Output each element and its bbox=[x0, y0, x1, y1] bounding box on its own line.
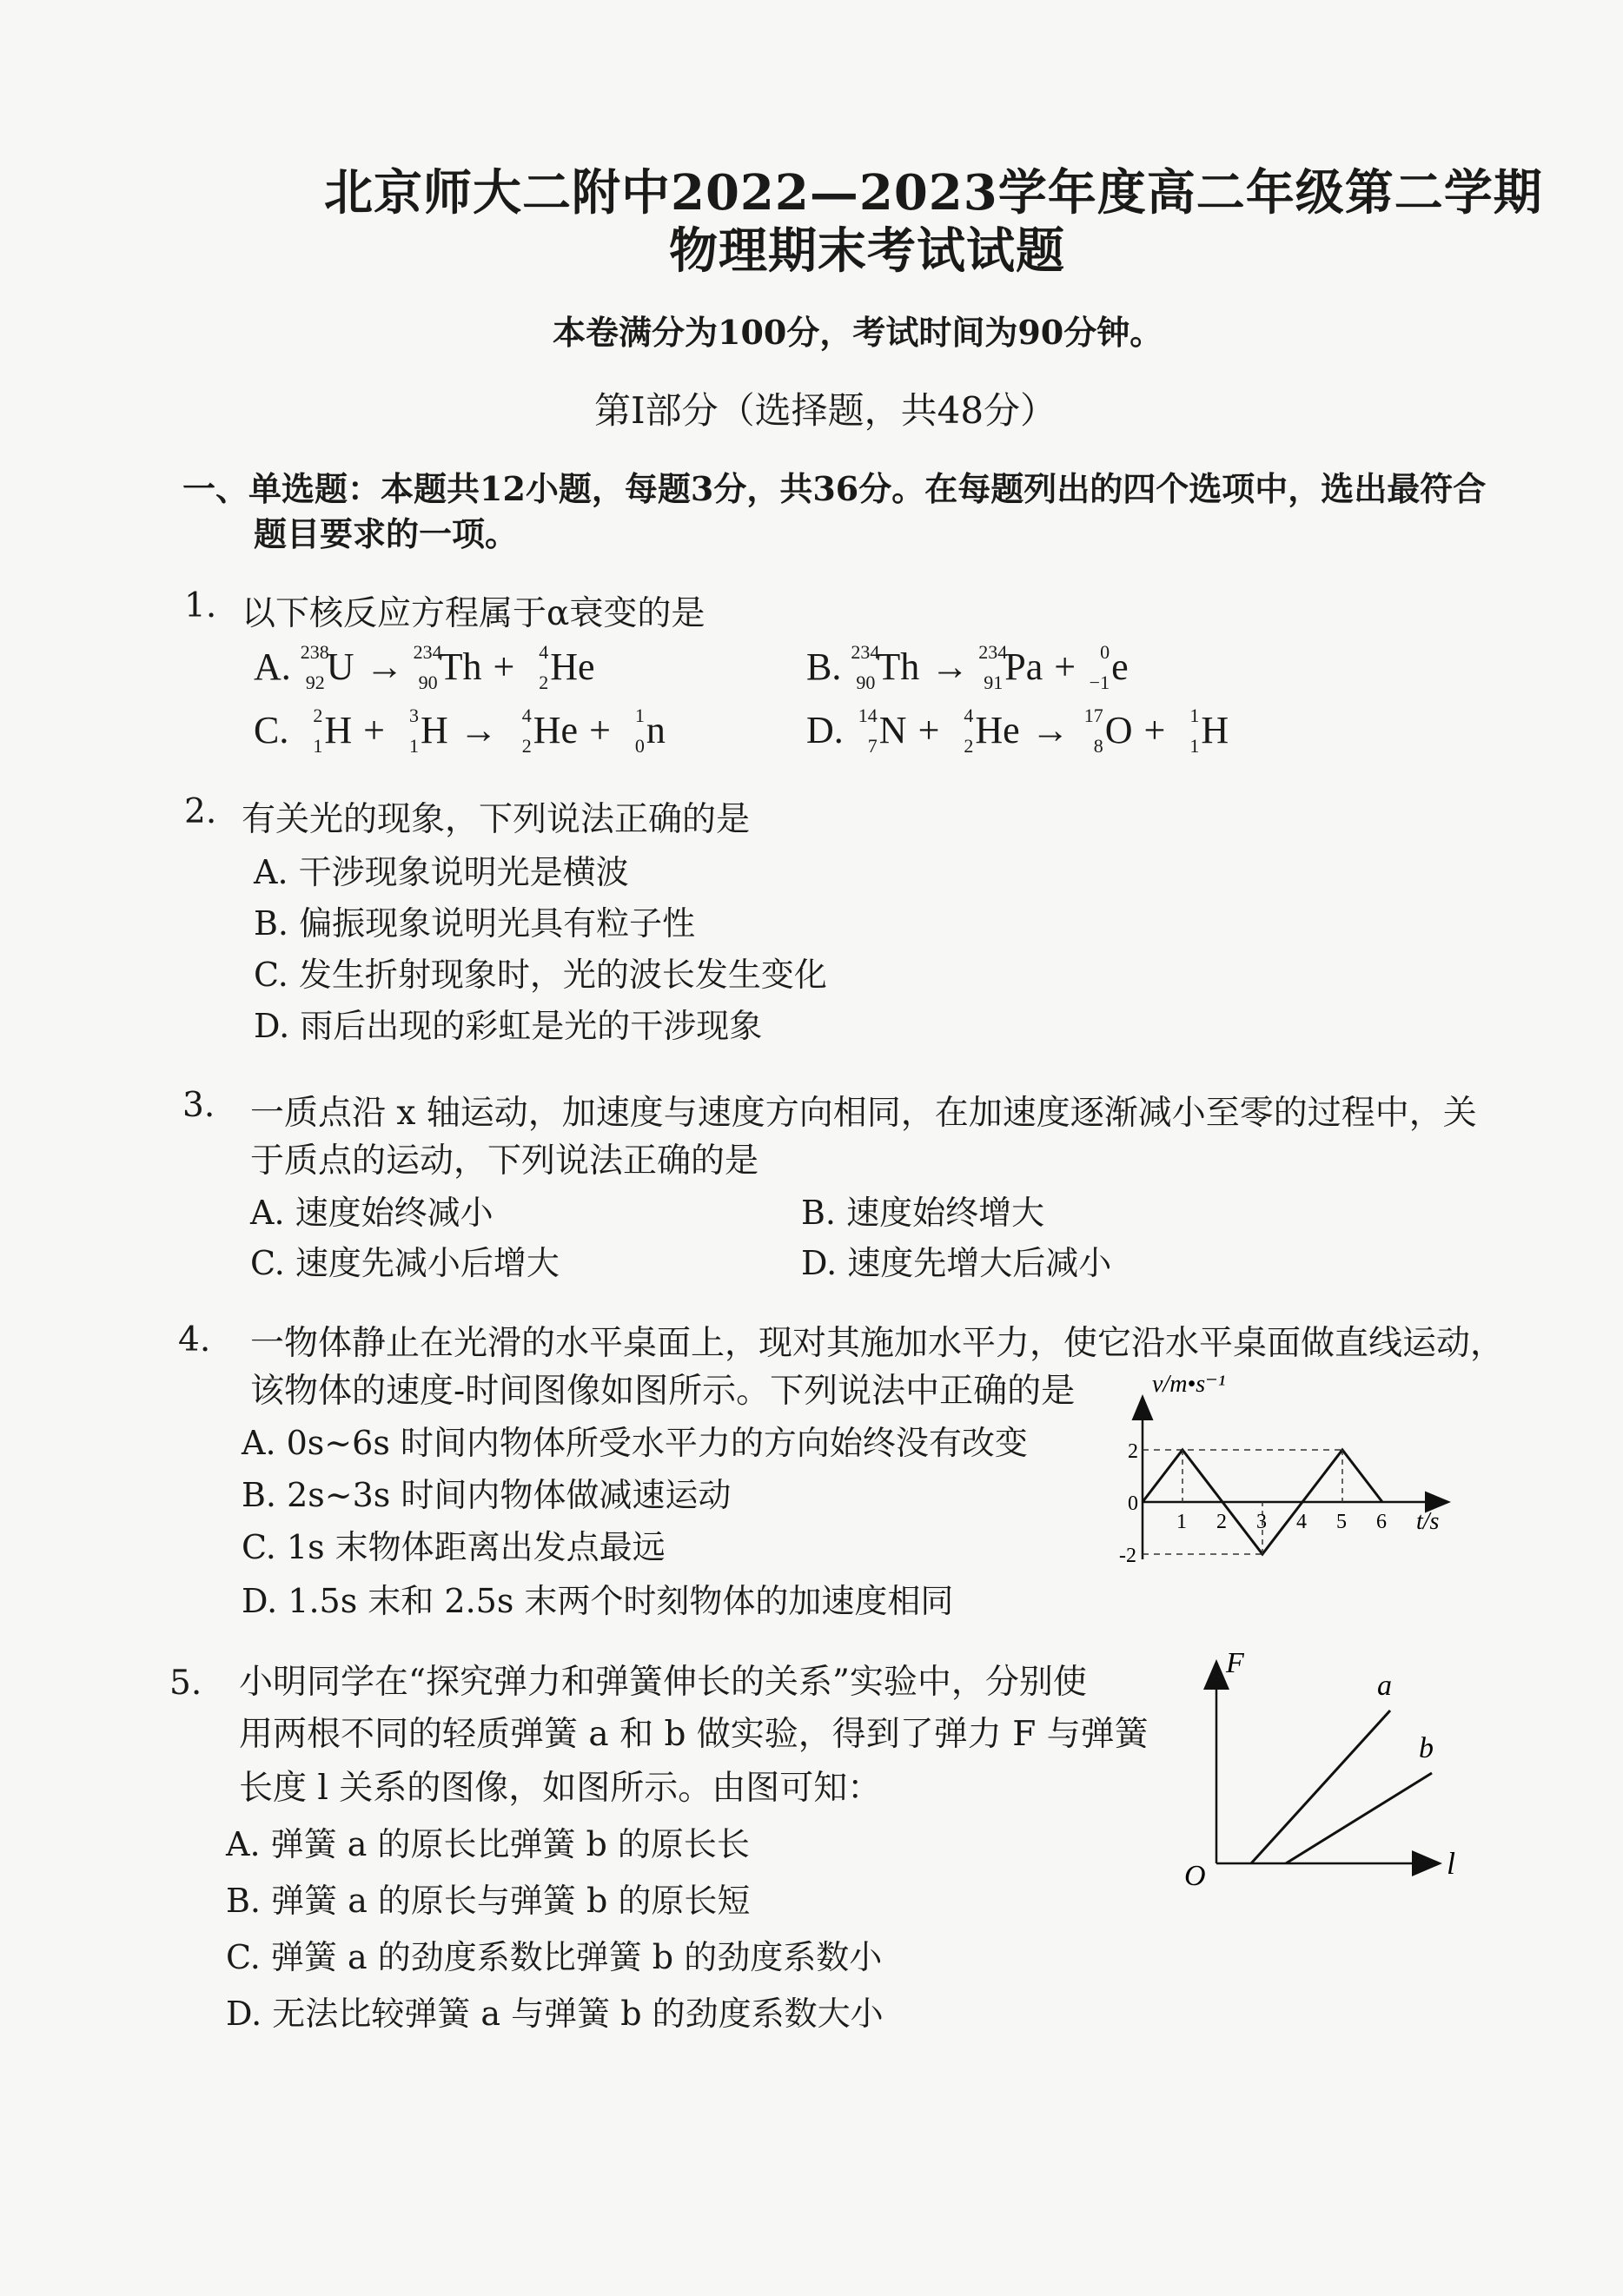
option-label: C. bbox=[242, 1528, 276, 1566]
option-d bbox=[226, 1987, 884, 2035]
nuclide: 238 92 U bbox=[300, 641, 354, 693]
question-stem-line3: 长度 l 关系的图像，如图所示。由图可知： bbox=[239, 1769, 882, 1808]
option-text: 速度先减小后增大 bbox=[295, 1244, 560, 1282]
plus-symbol: + bbox=[363, 709, 385, 751]
option-text: 弹簧 a 的原长比弹簧 b 的原长长 bbox=[270, 1825, 750, 1863]
y-axis-label: v/m•s⁻¹ bbox=[1152, 1373, 1226, 1398]
question-number: 3. bbox=[182, 1086, 215, 1125]
section-instruction-line1: 一、单选题：本题共12小题，每题3分，共36分。在每题列出的四个选项中，选出最符合 bbox=[182, 469, 1487, 508]
vt-graph bbox=[1103, 1373, 1468, 1590]
option-label: A. bbox=[250, 1194, 285, 1232]
x-tick-label: 5 bbox=[1336, 1511, 1347, 1533]
option-label: D. bbox=[254, 1007, 290, 1045]
question-number: 2. bbox=[184, 792, 217, 831]
question-stem: 有关光的现象，下列说法正确的是 bbox=[242, 800, 751, 839]
option-label: B. bbox=[242, 1476, 277, 1514]
option-label: C. bbox=[226, 1938, 261, 1976]
option-d bbox=[254, 999, 762, 1047]
option-b bbox=[254, 897, 695, 944]
option-text: 速度先增大后减小 bbox=[847, 1244, 1112, 1282]
series-label-a: a bbox=[1377, 1670, 1392, 1702]
option-label: D. bbox=[801, 1244, 838, 1282]
x-axis-label: l bbox=[1447, 1846, 1456, 1881]
option-text: 速度始终减小 bbox=[295, 1194, 494, 1232]
option-label: A. bbox=[242, 1424, 276, 1462]
option-text: 弹簧 a 的原长与弹簧 b 的原长短 bbox=[271, 1882, 751, 1920]
option-b bbox=[806, 641, 1130, 693]
nuclide: 0 −1 e bbox=[1089, 641, 1129, 693]
option-a bbox=[242, 1416, 1028, 1464]
question-stem-line2: 该物体的速度-时间图像如图所示。下列说法中正确的是 bbox=[250, 1372, 1076, 1411]
nuclide: 1 0 n bbox=[634, 705, 666, 757]
option-a bbox=[254, 845, 629, 893]
y-tick-label: 0 bbox=[1128, 1492, 1138, 1515]
series-label-b: b bbox=[1419, 1732, 1434, 1764]
nuclide: 234 91 Pa bbox=[978, 641, 1043, 693]
option-text: 雨后出现的彩虹是光的干涉现象 bbox=[300, 1007, 763, 1045]
x-tick-label: 3 bbox=[1256, 1511, 1267, 1533]
exam-note: 本卷满分为100分，考试时间为90分钟。 bbox=[553, 313, 1163, 352]
option-label: C. bbox=[254, 956, 288, 994]
option-label: A. bbox=[226, 1825, 261, 1863]
x-tick-label: 4 bbox=[1296, 1511, 1307, 1533]
question-number: 5. bbox=[169, 1664, 202, 1703]
arrow-symbol: → bbox=[459, 709, 498, 751]
x-axis-label: t/s bbox=[1416, 1508, 1440, 1535]
plus-symbol: + bbox=[493, 645, 515, 688]
option-c bbox=[254, 948, 827, 996]
nuclide: 4 2 He bbox=[539, 641, 595, 693]
option-text: 0s~6s 时间内物体所受水平力的方向始终没有改变 bbox=[286, 1424, 1028, 1462]
option-d bbox=[242, 1574, 953, 1622]
nuclide: 3 1 H bbox=[408, 705, 448, 757]
exam-title-line1: 北京师大二附中2022—2023学年度高二年级第二学期 bbox=[324, 164, 1543, 222]
option-c bbox=[242, 1520, 666, 1568]
nuclide: 4 2 He bbox=[521, 705, 579, 757]
option-text: 干涉现象说明光是横波 bbox=[298, 853, 629, 891]
arrow-symbol: → bbox=[931, 645, 970, 688]
origin-label: O bbox=[1184, 1860, 1206, 1892]
part-heading: 第Ⅰ部分（选择题，共48分） bbox=[594, 389, 1057, 432]
question-stem-line1: 一质点沿 x 轴运动，加速度与速度方向相同，在加速度逐渐减小至零的过程中，关 bbox=[250, 1094, 1477, 1133]
option-d bbox=[801, 1236, 1111, 1284]
option-label: B. bbox=[254, 904, 289, 943]
exam-title-line2: 物理期末考试试题 bbox=[669, 222, 1065, 280]
fl-graph bbox=[1177, 1646, 1490, 1898]
y-axis-label: F bbox=[1226, 1647, 1244, 1679]
option-a bbox=[254, 641, 597, 693]
option-label: D. bbox=[226, 1995, 262, 2033]
x-tick-label: 1 bbox=[1176, 1511, 1187, 1533]
option-a bbox=[250, 1186, 494, 1234]
option-c bbox=[226, 1930, 882, 1978]
option-label: A. bbox=[254, 645, 291, 688]
nuclide: 17 8 O bbox=[1083, 705, 1133, 757]
option-label: B. bbox=[226, 1882, 262, 1920]
option-text: 1.5s 末和 2.5s 末两个时刻物体的加速度相同 bbox=[288, 1582, 954, 1620]
nuclide: 4 2 He bbox=[964, 705, 1020, 757]
option-b bbox=[242, 1468, 731, 1516]
option-text: 弹簧 a 的劲度系数比弹簧 b 的劲度系数小 bbox=[270, 1938, 883, 1976]
plus-symbol: + bbox=[917, 709, 940, 751]
nuclide: 14 7 N bbox=[858, 705, 907, 757]
option-label: B. bbox=[806, 645, 842, 688]
question-stem-line1: 一物体静止在光滑的水平桌面上，现对其施加水平力，使它沿水平桌面做直线运动， bbox=[250, 1324, 1505, 1363]
plus-symbol: + bbox=[1143, 709, 1166, 751]
x-tick-label: 6 bbox=[1376, 1511, 1387, 1533]
spring-line-b bbox=[1286, 1773, 1432, 1863]
arrow-symbol: → bbox=[1030, 709, 1070, 751]
option-text: 1s 末物体距离出发点最远 bbox=[286, 1528, 666, 1566]
option-text: 发生折射现象时，光的波长发生变化 bbox=[298, 956, 827, 994]
question-stem-line2: 于质点的运动，下列说法正确的是 bbox=[250, 1141, 759, 1181]
option-text: 2s~3s 时间内物体做减速运动 bbox=[287, 1476, 732, 1514]
question-stem: 以下核反应方程属于α衰变的是 bbox=[242, 594, 706, 633]
option-text: 速度始终增大 bbox=[846, 1194, 1045, 1232]
option-text: 偏振现象说明光具有粒子性 bbox=[299, 904, 696, 943]
option-label: D. bbox=[806, 709, 844, 751]
option-label: D. bbox=[242, 1582, 278, 1620]
option-c bbox=[250, 1236, 560, 1284]
option-b bbox=[226, 1874, 750, 1922]
plus-symbol: + bbox=[1054, 645, 1076, 688]
plus-symbol: + bbox=[589, 709, 611, 751]
nuclide: 2 1 H bbox=[313, 705, 353, 757]
nuclide: 234 90 Th bbox=[851, 641, 920, 693]
y-tick-label: -2 bbox=[1119, 1545, 1136, 1567]
nuclide: 234 90 Th bbox=[413, 641, 482, 693]
option-label: B. bbox=[801, 1194, 837, 1232]
section-instruction-line2: 题目要求的一项。 bbox=[254, 514, 519, 553]
question-stem-line2: 用两根不同的轻质弹簧 a 和 b 做实验，得到了弹力 F 与弹簧 bbox=[239, 1715, 1149, 1754]
question-stem-line1: 小明同学在“探究弹力和弹簧伸长的关系”实验中，分别使 bbox=[239, 1663, 1087, 1702]
x-tick-label: 2 bbox=[1216, 1511, 1227, 1533]
option-b bbox=[801, 1186, 1044, 1234]
option-c bbox=[254, 705, 667, 757]
option-label: C. bbox=[254, 709, 289, 751]
option-a bbox=[226, 1817, 750, 1865]
option-d bbox=[806, 705, 1230, 757]
y-tick-label: 2 bbox=[1128, 1440, 1138, 1463]
option-label: A. bbox=[254, 853, 288, 891]
arrow-symbol: → bbox=[365, 645, 404, 688]
question-number: 4. bbox=[178, 1320, 211, 1360]
question-number: 1. bbox=[184, 586, 217, 625]
option-text: 无法比较弹簧 a 与弹簧 b 的劲度系数大小 bbox=[272, 1995, 884, 2033]
nuclide: 1 1 H bbox=[1189, 705, 1229, 757]
option-label: C. bbox=[250, 1244, 285, 1282]
